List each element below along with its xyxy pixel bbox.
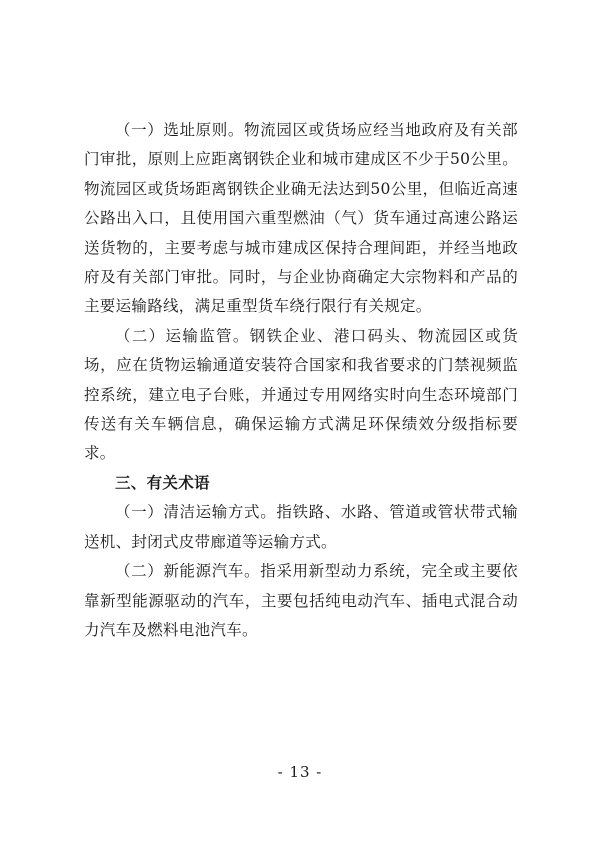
paragraph-clean-transport: （一）清洁运输方式。指铁路、水路、管道或管状带式输送机、封闭式皮带廊道等运输方式。 [84,503,518,551]
document-body [84,116,518,645]
paragraph-transport-supervision: （二）运输监管。钢铁企业、港口码头、物流园区或货场，应在货物运输通道安装符合国家和我省要求的门禁视频监控系统，建立电子台账，并通过专用网络实时向生态环境部门传送有关车辆信息，确保运输方式满足环保绩效分级指标要求。 [84,326,518,463]
section-heading: 三、有关术语 [115,473,210,492]
paragraph-new-energy-vehicle: （二）新能源汽车。指采用新型动力系统，完全或主要依靠新型能源驱动的汽车，主要包括纯电动汽车、插电式混合动力汽车及燃料电池汽车。 [84,562,518,639]
paragraph-site-selection: （一）选址原则。物流园区或货场应经当地政府及有关部门审批，原则上应距离钢铁企业和城市建成区不少于50公里。物流园区或货场距离钢铁企业确无法达到50公里，但临近高速公路出入口，且使用国六重型燃油（气）货车通过高速公路运送货物的，主要考虑与城市建成区保持合理间距，并经当地政府及有关部门审批。同时，与企业协商确定大宗物料和产品的主要运输路线，满足重型货车绕行限行有关规定。 [84,121,518,316]
page-number: - 13 - [277,763,323,781]
